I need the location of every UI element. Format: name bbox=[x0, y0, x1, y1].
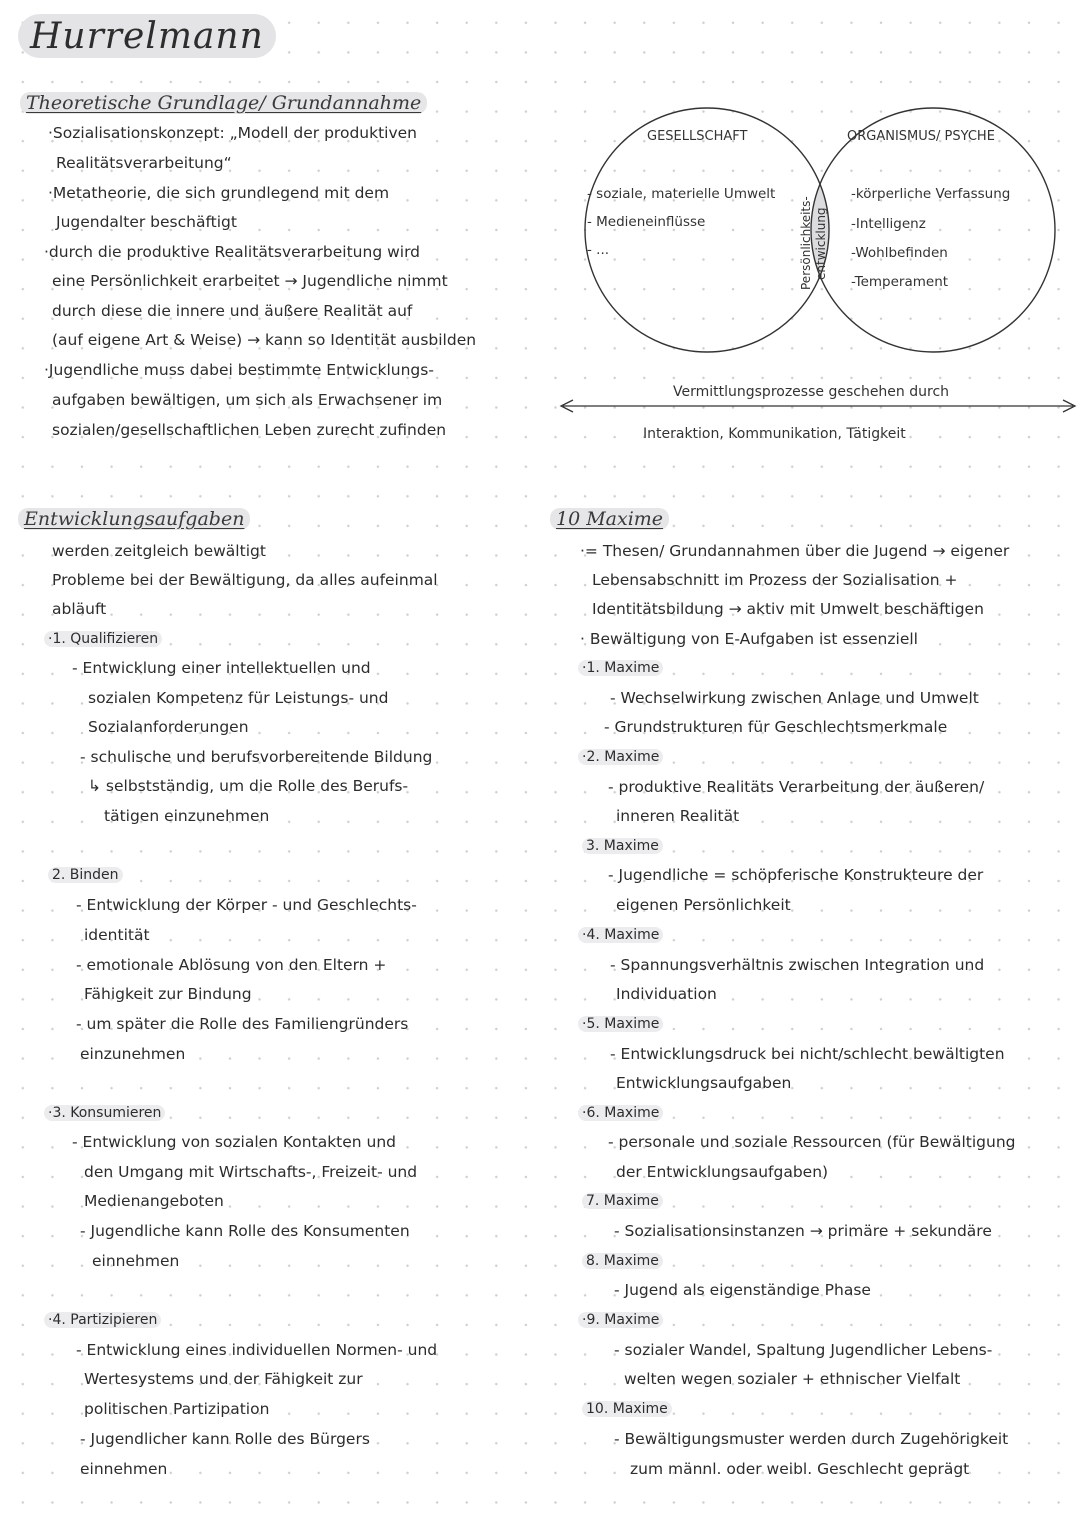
tasks-intro-line: abläuft bbox=[52, 600, 107, 618]
left-item: - Medieneinflüsse bbox=[587, 214, 706, 230]
maxim-label bbox=[578, 926, 663, 944]
task-line: - Jugendlicher kann Rolle des Bürgers bbox=[80, 1430, 370, 1448]
maxim-label-text: 3. Maxime bbox=[582, 838, 663, 854]
page-title: Hurrelmann bbox=[30, 15, 264, 57]
maxim-label bbox=[578, 659, 663, 677]
tasks-intro-line: Probleme bei der Bewältigung, da alles aufeinmal bbox=[52, 571, 438, 589]
task-line: sozialen Kompetenz für Leistungs- und bbox=[88, 689, 389, 707]
maxim-label bbox=[582, 837, 663, 855]
task-line: politischen Partizipation bbox=[84, 1400, 270, 1418]
task-line: - Entwicklung der Körper - und Geschlechts- bbox=[76, 896, 417, 914]
maxim-label-text: ·9. Maxime bbox=[578, 1312, 663, 1328]
task-title bbox=[48, 866, 123, 884]
task-line: - Entwicklung von sozialen Kontakten und bbox=[72, 1133, 397, 1151]
theory-line: eine Persönlichkeit erarbeitet → Jugendliche nimmt bbox=[52, 272, 448, 290]
maxim-line: der Entwicklungsaufgaben) bbox=[616, 1163, 829, 1181]
task-title bbox=[44, 1104, 165, 1122]
maxim-label-text: ·6. Maxime bbox=[578, 1105, 663, 1121]
theory-line: ·durch die produktive Realitätsverarbeitung wird bbox=[44, 243, 421, 261]
maxim-label-text: 8. Maxime bbox=[582, 1253, 663, 1269]
right-circle-title: ORGANISMUS/ PSYCHE bbox=[847, 129, 995, 144]
overlap-region bbox=[811, 108, 1055, 352]
maxim-line: Individuation bbox=[616, 985, 717, 1003]
maxim-label bbox=[578, 1015, 663, 1033]
task-title-text: ·3. Konsumieren bbox=[44, 1105, 165, 1121]
left-item: - ... bbox=[587, 242, 610, 258]
maxim-line: inneren Realität bbox=[616, 807, 740, 825]
maxim-line: - Grundstrukturen für Geschlechtsmerkmale bbox=[604, 718, 948, 736]
arrow-label: Vermittlungsprozesse geschehen durch bbox=[673, 384, 950, 400]
maxim-line: - sozialer Wandel, Spaltung Jugendlicher Lebens- bbox=[614, 1341, 993, 1359]
task-line: ↳ selbstständig, um die Rolle des Berufs- bbox=[88, 777, 409, 795]
task-line: Medienangeboten bbox=[84, 1192, 224, 1210]
task-line: - emotionale Ablösung von den Eltern + bbox=[76, 956, 387, 974]
maxims-heading: 10 Maxime bbox=[550, 508, 669, 530]
theory-line: ·Jugendliche muss dabei bestimmte Entwicklungs- bbox=[44, 361, 434, 379]
task-line: tätigen einzunehmen bbox=[104, 807, 270, 825]
right-circle bbox=[811, 108, 1055, 352]
maxim-line: - Jugend als eigenständige Phase bbox=[614, 1281, 871, 1299]
task-line: Wertesystems und der Fähigkeit zur bbox=[84, 1370, 363, 1388]
maxim-line: - Bewältigungsmuster werden durch Zugehörigkeit bbox=[614, 1430, 1009, 1448]
left-circle bbox=[585, 108, 829, 352]
theory-heading: Theoretische Grundlage/ Grundannahme bbox=[20, 92, 427, 114]
right-item: -Temperament bbox=[851, 274, 949, 290]
left-item: - soziale, materielle Umwelt bbox=[587, 186, 776, 202]
task-title-text: ·4. Partizipieren bbox=[44, 1312, 161, 1328]
maxim-line: - Sozialisationsinstanzen → primäre + sekundäre bbox=[614, 1222, 992, 1240]
maxim-label bbox=[578, 1311, 663, 1329]
right-item: -Intelligenz bbox=[851, 216, 926, 232]
left-circle-title: GESELLSCHAFT bbox=[647, 129, 748, 144]
task-line: - um später die Rolle des Familiengründers bbox=[76, 1015, 409, 1033]
maxims-intro-line: Identitätsbildung → aktiv mit Umwelt beschäftigen bbox=[592, 600, 984, 618]
center-label: entwicklung bbox=[814, 207, 828, 280]
theory-line: sozialen/gesellschaftlichen Leben zurecht zufinden bbox=[52, 421, 447, 439]
maxim-line: - produktive Realitäts Verarbeitung der äußeren/ bbox=[608, 778, 985, 796]
maxim-label-text: ·2. Maxime bbox=[578, 749, 663, 765]
task-title-text: 2. Binden bbox=[48, 867, 123, 883]
maxim-line: - Wechselwirkung zwischen Anlage und Umwelt bbox=[610, 689, 979, 707]
right-item: -Wohlbefinden bbox=[851, 245, 948, 261]
maxim-label bbox=[578, 748, 663, 766]
maxim-label bbox=[582, 1192, 663, 1210]
tasks-intro-line: werden zeitgleich bewältigt bbox=[52, 542, 266, 560]
task-title bbox=[44, 1311, 161, 1329]
title-highlight bbox=[18, 14, 276, 58]
task-line: - Jugendliche kann Rolle des Konsumenten bbox=[80, 1222, 410, 1240]
maxim-line: zum männl. oder weibl. Geschlecht geprägt bbox=[630, 1460, 970, 1478]
maxim-line: eigenen Persönlichkeit bbox=[616, 896, 791, 914]
theory-line: Jugendalter beschäftigt bbox=[56, 213, 237, 231]
maxim-label-text: ·5. Maxime bbox=[578, 1016, 663, 1032]
task-line: - schulische und berufsvorbereitende Bildung bbox=[80, 748, 433, 766]
maxim-label-text: ·1. Maxime bbox=[578, 660, 663, 676]
theory-line: durch diese die innere und äußere Realität auf bbox=[52, 302, 413, 320]
maxim-line: - Spannungsverhältnis zwischen Integration und bbox=[610, 956, 985, 974]
task-line: einnehmen bbox=[80, 1460, 168, 1478]
maxims-intro-line: Lebensabschnitt im Prozess der Sozialisation + bbox=[592, 571, 958, 589]
task-line: identität bbox=[84, 926, 150, 944]
maxims-intro-line: ·= Thesen/ Grundannahmen über die Jugend → eigener bbox=[580, 542, 1010, 560]
task-line: den Umgang mit Wirtschafts-, Freizeit- und bbox=[84, 1163, 418, 1181]
task-title bbox=[44, 630, 162, 648]
maxim-line: Entwicklungsaufgaben bbox=[616, 1074, 792, 1092]
maxim-label bbox=[582, 1400, 672, 1418]
maxim-label-text: 10. Maxime bbox=[582, 1401, 672, 1417]
maxim-label-text: 7. Maxime bbox=[582, 1193, 663, 1209]
theory-line: ·Metatheorie, die sich grundlegend mit dem bbox=[48, 184, 390, 202]
maxim-line: - Jugendliche = schöpferische Konstrukteure der bbox=[608, 866, 984, 884]
task-line: - Entwicklung eines individuellen Normen- und bbox=[76, 1341, 438, 1359]
maxim-line: - personale und soziale Ressourcen (für Bewältigung bbox=[608, 1133, 1016, 1151]
maxim-line: - Entwicklungsdruck bei nicht/schlecht bewältigten bbox=[610, 1045, 1005, 1063]
tasks-heading: Entwicklungsaufgaben bbox=[18, 508, 250, 530]
maxim-label-text: ·4. Maxime bbox=[578, 927, 663, 943]
theory-line: ·Sozialisationskonzept: „Modell der produktiven bbox=[48, 124, 417, 142]
task-title-text: ·1. Qualifizieren bbox=[44, 631, 162, 647]
maxim-label bbox=[578, 1104, 663, 1122]
theory-line: aufgaben bewältigen, um sich als Erwachsener im bbox=[52, 391, 443, 409]
venn-diagram bbox=[555, 100, 1080, 450]
maxim-line: welten wegen sozialer + ethnischer Vielfalt bbox=[624, 1370, 961, 1388]
task-line: - Entwicklung einer intellektuellen und bbox=[72, 659, 371, 677]
theory-line: (auf eigene Art & Weise) → kann so Identität ausbilden bbox=[52, 331, 477, 349]
task-line: Fähigkeit zur Bindung bbox=[84, 985, 252, 1003]
maxims-intro-line: · Bewältigung von E-Aufgaben ist essenziell bbox=[580, 630, 918, 648]
theory-line: Realitätsverarbeitung“ bbox=[56, 154, 232, 172]
task-line: einnehmen bbox=[92, 1252, 180, 1270]
task-line: einzunehmen bbox=[80, 1045, 186, 1063]
right-item: -körperliche Verfassung bbox=[851, 186, 1011, 202]
maxim-label bbox=[582, 1252, 663, 1270]
arrow-label: Interaktion, Kommunikation, Tätigkeit bbox=[643, 426, 906, 442]
task-line: Sozialanforderungen bbox=[88, 718, 249, 736]
center-label: Persönlichkeits- bbox=[799, 196, 813, 290]
